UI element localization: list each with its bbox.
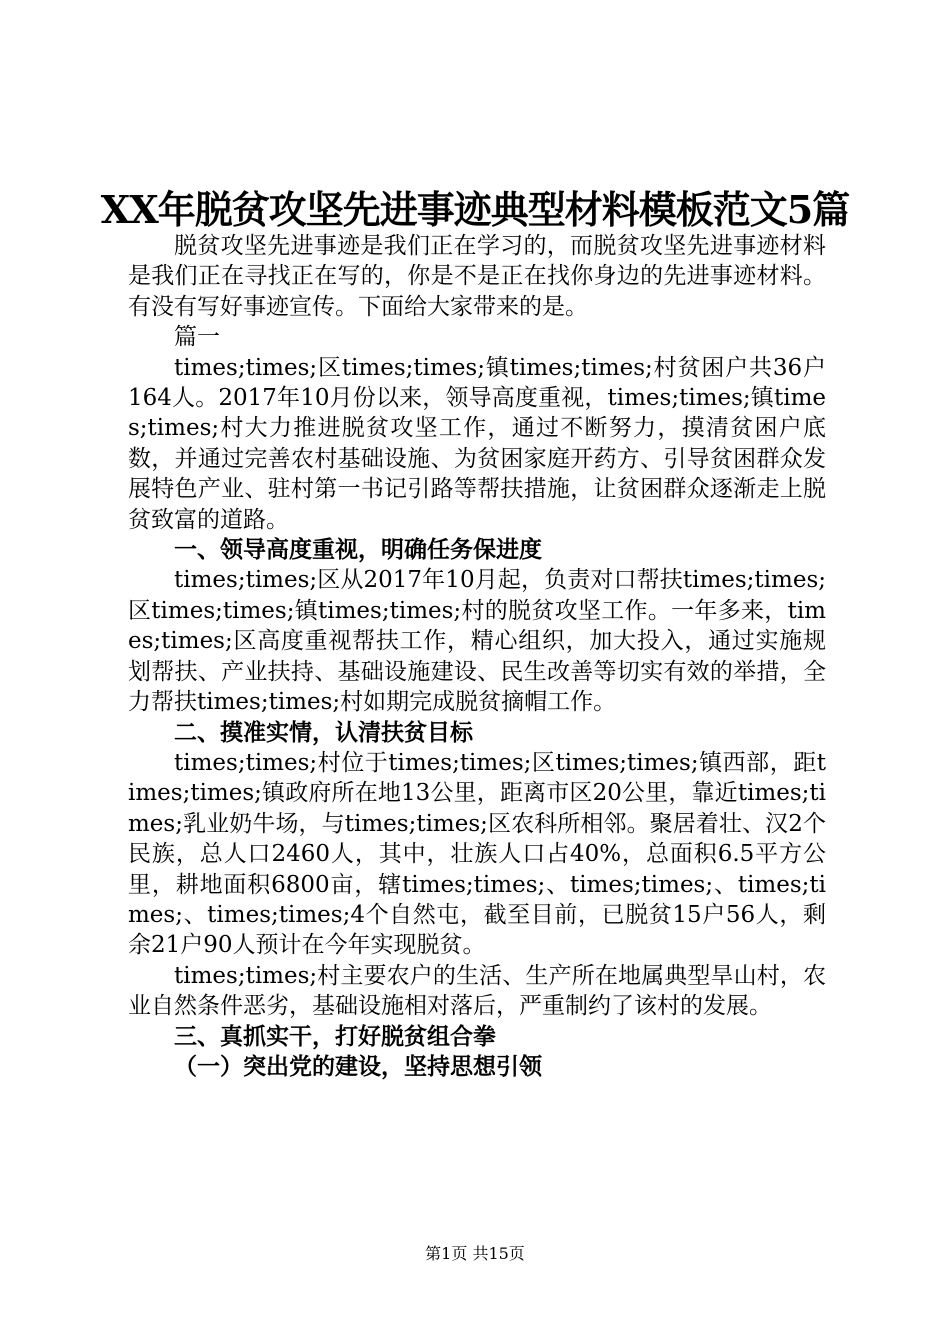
section-heading: 三、真抓实干，打好脱贫组合拳: [174, 1023, 496, 1050]
body-paragraph: times;times;村位于times;times;区times;times;镇西部，距times;times;镇政府所在地13公里，距离市区20公里，靠近times;times;乳业奶牛场，与times;times;区农科所相邻。聚居着壮、汉2个民族，总人口2460人，其中，壮族人口占40%，总面积6.5平方公里，耕地面积6800亩，辖times;times;、times;times;、times;times;、times;times;4个自然屯，截至目前，已脱贫15户56人，剩余21户90人预计在今年实现脱贫。: [128, 749, 826, 959]
body-paragraph: times;times;村主要农户的生活、生产所在地属典型旱山村，农业自然条件恶劣，基础设施相对落后，严重制约了该村的发展。: [128, 962, 826, 1020]
document-title: XX年脱贫攻坚先进事迹典型材料模板范文5篇: [100, 187, 850, 232]
section-heading: 二、摸准实情，认清扶贫目标: [174, 719, 473, 746]
intro-paragraph: 脱贫攻坚先进事迹是我们正在学习的，而脱贫攻坚先进事迹材料是我们正在寻找正在写的，你是不是正在找你身边的先进事迹材料。有没有写好事迹宣传。下面给大家带来的是。: [128, 233, 826, 320]
page-number-footer: 第1页 共15页: [425, 1244, 525, 1263]
body-paragraph: times;times;区从2017年10月起，负责对口帮扶times;times;区times;times;镇times;times;村的脱贫攻坚工作。一年多来，times;times;区高度重视帮扶工作，精心组织，加大投入，通过实施规划帮扶、产业扶持、基础设施建设、民生改善等切实有效的举措，全力帮扶times;times;村如期完成脱贫摘帽工作。: [128, 567, 826, 716]
subsection-heading: （一）突出党的建设，坚持思想引领: [174, 1053, 542, 1080]
section-label-part-one: 篇一: [174, 324, 220, 351]
document-body: [128, 231, 826, 1082]
section-heading: 一、领导高度重视，明确任务保进度: [174, 537, 542, 564]
body-paragraph: times;times;区times;times;镇times;times;村贫困户共36户164人。2017年10月份以来，领导高度重视，times;times;镇times;times;村大力推进脱贫攻坚工作，通过不断努力，摸清贫困户底数，并通过完善农村基础设施、为贫困家庭开药方、引导贫困群众发展特色产业、驻村第一书记引路等帮扶措施，让贫困群众逐渐走上脱贫致富的道路。: [128, 354, 826, 533]
